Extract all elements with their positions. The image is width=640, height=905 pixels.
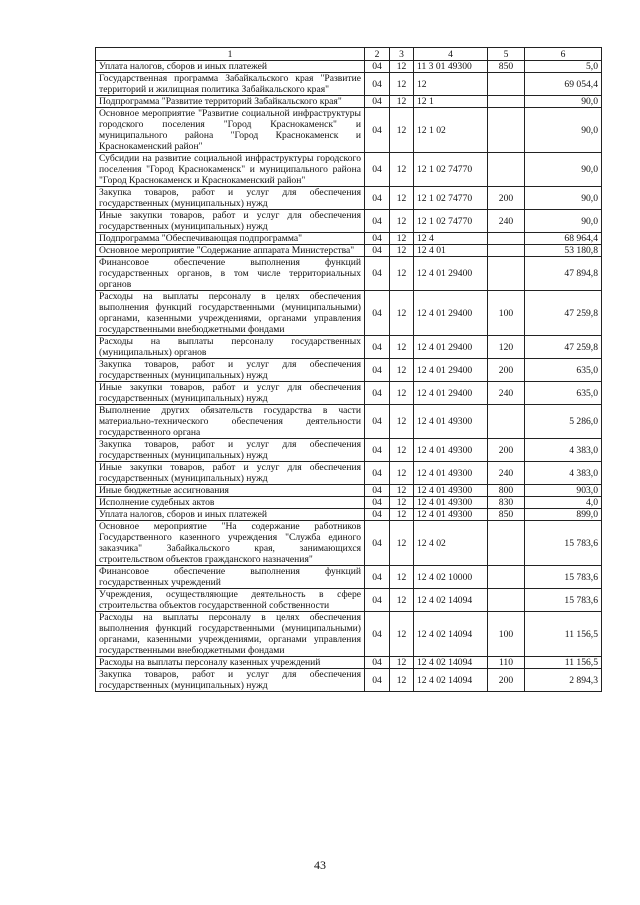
row-section-cell: 04 — [365, 566, 390, 589]
row-name-cell: Финансовое обеспечение выполнения функций государственных учреждений — [96, 566, 365, 589]
row-subsection-cell: 12 — [390, 96, 414, 108]
row-target-code-cell: 12 4 01 49300 — [414, 405, 488, 439]
row-amount-cell: 5,0 — [525, 61, 602, 73]
budget-table — [95, 47, 602, 692]
table-row — [96, 405, 602, 439]
row-amount-cell: 899,0 — [525, 509, 602, 521]
row-amount-cell: 11 156,5 — [525, 612, 602, 657]
table-row — [96, 233, 602, 245]
row-section-cell: 04 — [365, 153, 390, 187]
row-target-code-cell: 12 4 02 14094 — [414, 669, 488, 692]
row-expense-type-cell — [488, 257, 525, 291]
header-cell-5: 5 — [488, 48, 525, 61]
row-amount-cell: 47 894,8 — [525, 257, 602, 291]
row-amount-cell: 90,0 — [525, 153, 602, 187]
row-amount-cell: 68 964,4 — [525, 233, 602, 245]
row-section-cell: 04 — [365, 509, 390, 521]
row-subsection-cell: 12 — [390, 291, 414, 336]
table-row — [96, 612, 602, 657]
row-subsection-cell: 12 — [390, 405, 414, 439]
row-subsection-cell: 12 — [390, 61, 414, 73]
table-row — [96, 245, 602, 257]
row-expense-type-cell: 240 — [488, 462, 525, 485]
row-subsection-cell: 12 — [390, 589, 414, 612]
row-target-code-cell: 12 4 01 29400 — [414, 336, 488, 359]
row-name-cell: Иные бюджетные ассигнования — [96, 485, 365, 497]
row-expense-type-cell: 110 — [488, 657, 525, 669]
row-amount-cell: 47 259,8 — [525, 336, 602, 359]
table-row — [96, 108, 602, 153]
table-row — [96, 382, 602, 405]
row-amount-cell: 90,0 — [525, 210, 602, 233]
table-row — [96, 359, 602, 382]
row-section-cell: 04 — [365, 187, 390, 210]
row-subsection-cell: 12 — [390, 485, 414, 497]
row-section-cell: 04 — [365, 257, 390, 291]
row-expense-type-cell — [488, 521, 525, 566]
table-row — [96, 73, 602, 96]
row-subsection-cell: 12 — [390, 612, 414, 657]
row-name-cell: Уплата налогов, сборов и иных платежей — [96, 509, 365, 521]
row-expense-type-cell — [488, 96, 525, 108]
row-subsection-cell: 12 — [390, 73, 414, 96]
row-expense-type-cell: 830 — [488, 497, 525, 509]
row-section-cell: 04 — [365, 485, 390, 497]
row-name-cell: Расходы на выплаты персоналу в целях обеспечения выполнения функций государственными (муниципальными) органами, казенными учреждениями, органами управления государственными внебюджетными фондами — [96, 291, 365, 336]
row-amount-cell: 2 894,3 — [525, 669, 602, 692]
row-name-cell: Иные закупки товаров, работ и услуг для обеспечения государственных (муниципальных) нужд — [96, 462, 365, 485]
table-row — [96, 153, 602, 187]
row-name-cell: Иные закупки товаров, работ и услуг для обеспечения государственных (муниципальных) нужд — [96, 210, 365, 233]
row-expense-type-cell — [488, 566, 525, 589]
table-row — [96, 497, 602, 509]
row-expense-type-cell — [488, 153, 525, 187]
row-expense-type-cell: 850 — [488, 509, 525, 521]
row-subsection-cell: 12 — [390, 439, 414, 462]
row-section-cell: 04 — [365, 108, 390, 153]
row-target-code-cell: 12 4 01 49300 — [414, 439, 488, 462]
row-expense-type-cell — [488, 589, 525, 612]
table-row — [96, 187, 602, 210]
header-cell-1: 1 — [96, 48, 365, 61]
row-name-cell: Расходы на выплаты персоналу государственных (муниципальных) органов — [96, 336, 365, 359]
table-row — [96, 509, 602, 521]
row-name-cell: Закупка товаров, работ и услуг для обеспечения государственных (муниципальных) нужд — [96, 359, 365, 382]
row-expense-type-cell — [488, 405, 525, 439]
row-target-code-cell: 12 1 02 — [414, 108, 488, 153]
row-target-code-cell: 12 4 01 29400 — [414, 382, 488, 405]
row-subsection-cell: 12 — [390, 210, 414, 233]
row-target-code-cell: 12 1 02 74770 — [414, 187, 488, 210]
row-section-cell: 04 — [365, 245, 390, 257]
row-name-cell: Расходы на выплаты персоналу в целях обеспечения выполнения функций государственными (муниципальными) органами, казенными учреждениями, органами управления государственными внебюджетными фондами — [96, 612, 365, 657]
row-expense-type-cell: 120 — [488, 336, 525, 359]
table-row — [96, 657, 602, 669]
row-expense-type-cell: 200 — [488, 439, 525, 462]
row-subsection-cell: 12 — [390, 566, 414, 589]
table-row — [96, 96, 602, 108]
row-section-cell: 04 — [365, 589, 390, 612]
row-expense-type-cell: 100 — [488, 612, 525, 657]
row-subsection-cell: 12 — [390, 382, 414, 405]
row-expense-type-cell: 200 — [488, 359, 525, 382]
row-amount-cell: 11 156,5 — [525, 657, 602, 669]
row-name-cell: Выполнение других обязательств государства в части материально-технического обеспечения деятельности государственного органа — [96, 405, 365, 439]
row-target-code-cell: 12 1 02 74770 — [414, 210, 488, 233]
row-expense-type-cell — [488, 73, 525, 96]
row-section-cell: 04 — [365, 291, 390, 336]
row-section-cell: 04 — [365, 233, 390, 245]
header-cell-6: 6 — [525, 48, 602, 61]
row-name-cell: Основное мероприятие "На содержание работников Государственного казенного учреждения "Служба единого заказчика" Забайкальского края, занимающихся строительством объектов гражданского назначения" — [96, 521, 365, 566]
row-target-code-cell: 12 — [414, 73, 488, 96]
header-cell-4: 4 — [414, 48, 488, 61]
row-name-cell: Закупка товаров, работ и услуг для обеспечения государственных (муниципальных) нужд — [96, 187, 365, 210]
row-amount-cell: 15 783,6 — [525, 566, 602, 589]
row-target-code-cell: 12 4 01 49300 — [414, 497, 488, 509]
row-section-cell: 04 — [365, 96, 390, 108]
row-expense-type-cell: 800 — [488, 485, 525, 497]
table-row — [96, 336, 602, 359]
row-target-code-cell: 12 4 01 29400 — [414, 359, 488, 382]
row-expense-type-cell — [488, 108, 525, 153]
row-target-code-cell: 12 4 02 14094 — [414, 657, 488, 669]
row-subsection-cell: 12 — [390, 257, 414, 291]
table-row — [96, 210, 602, 233]
table-row — [96, 589, 602, 612]
table-row — [96, 61, 602, 73]
row-target-code-cell: 12 4 01 49300 — [414, 485, 488, 497]
row-section-cell: 04 — [365, 612, 390, 657]
row-target-code-cell: 12 4 01 29400 — [414, 291, 488, 336]
row-target-code-cell: 11 3 01 49300 — [414, 61, 488, 73]
row-section-cell: 04 — [365, 382, 390, 405]
row-target-code-cell: 12 4 01 — [414, 245, 488, 257]
row-amount-cell: 4 383,0 — [525, 462, 602, 485]
row-expense-type-cell: 100 — [488, 291, 525, 336]
row-subsection-cell: 12 — [390, 657, 414, 669]
row-subsection-cell: 12 — [390, 497, 414, 509]
row-name-cell: Уплата налогов, сборов и иных платежей — [96, 61, 365, 73]
row-subsection-cell: 12 — [390, 233, 414, 245]
row-name-cell: Государственная программа Забайкальского края "Развитие территорий и жилищная политика Забайкальского края" — [96, 73, 365, 96]
table-body — [96, 61, 602, 692]
row-expense-type-cell: 200 — [488, 669, 525, 692]
row-section-cell: 04 — [365, 521, 390, 566]
row-name-cell: Иные закупки товаров, работ и услуг для обеспечения государственных (муниципальных) нужд — [96, 382, 365, 405]
row-subsection-cell: 12 — [390, 669, 414, 692]
table-row — [96, 291, 602, 336]
row-subsection-cell: 12 — [390, 521, 414, 566]
row-target-code-cell: 12 4 01 49300 — [414, 509, 488, 521]
row-target-code-cell: 12 4 01 29400 — [414, 257, 488, 291]
table-row — [96, 669, 602, 692]
row-amount-cell: 4 383,0 — [525, 439, 602, 462]
row-subsection-cell: 12 — [390, 245, 414, 257]
row-name-cell: Расходы на выплаты персоналу казенных учреждений — [96, 657, 365, 669]
row-target-code-cell: 12 4 02 — [414, 521, 488, 566]
row-section-cell: 04 — [365, 73, 390, 96]
row-section-cell: 04 — [365, 210, 390, 233]
row-name-cell: Субсидии на развитие социальной инфраструктуры городского поселения "Город Краснокаменск" и муниципального района "Город Краснокаменск и Краснокаменский район" — [96, 153, 365, 187]
row-section-cell: 04 — [365, 669, 390, 692]
row-expense-type-cell: 240 — [488, 382, 525, 405]
row-name-cell: Финансовое обеспечение выполнения функций государственных органов, в том числе территориальных органов — [96, 257, 365, 291]
row-amount-cell: 15 783,6 — [525, 521, 602, 566]
table-row — [96, 485, 602, 497]
row-amount-cell: 90,0 — [525, 187, 602, 210]
row-subsection-cell: 12 — [390, 153, 414, 187]
row-amount-cell: 903,0 — [525, 485, 602, 497]
row-expense-type-cell — [488, 233, 525, 245]
table-row — [96, 439, 602, 462]
row-name-cell: Подпрограмма "Развитие территорий Забайкальского края" — [96, 96, 365, 108]
row-name-cell: Учреждения, осуществляющие деятельность в сфере строительства объектов государственной собственности — [96, 589, 365, 612]
header-cell-2: 2 — [365, 48, 390, 61]
row-subsection-cell: 12 — [390, 187, 414, 210]
row-amount-cell: 15 783,6 — [525, 589, 602, 612]
row-amount-cell: 635,0 — [525, 359, 602, 382]
row-section-cell: 04 — [365, 462, 390, 485]
row-target-code-cell: 12 4 02 14094 — [414, 612, 488, 657]
row-section-cell: 04 — [365, 439, 390, 462]
row-expense-type-cell: 240 — [488, 210, 525, 233]
row-subsection-cell: 12 — [390, 336, 414, 359]
row-section-cell: 04 — [365, 405, 390, 439]
row-section-cell: 04 — [365, 657, 390, 669]
table-row — [96, 257, 602, 291]
row-section-cell: 04 — [365, 61, 390, 73]
row-amount-cell: 4,0 — [525, 497, 602, 509]
page-number: 43 — [314, 858, 326, 872]
row-target-code-cell: 12 4 02 14094 — [414, 589, 488, 612]
row-amount-cell: 47 259,8 — [525, 291, 602, 336]
row-name-cell: Основное мероприятие "Развитие социальной инфраструктуры городского поселения "Город Краснокаменск" и муниципального района "Город Краснокаменск и Краснокаменский район" — [96, 108, 365, 153]
row-expense-type-cell: 200 — [488, 187, 525, 210]
row-target-code-cell: 12 4 02 10000 — [414, 566, 488, 589]
row-name-cell: Основное мероприятие "Содержание аппарата Министерства" — [96, 245, 365, 257]
row-target-code-cell: 12 1 — [414, 96, 488, 108]
row-amount-cell: 90,0 — [525, 108, 602, 153]
row-name-cell: Исполнение судебных актов — [96, 497, 365, 509]
header-row — [96, 48, 602, 61]
row-section-cell: 04 — [365, 497, 390, 509]
row-name-cell: Закупка товаров, работ и услуг для обеспечения государственных (муниципальных) нужд — [96, 439, 365, 462]
row-subsection-cell: 12 — [390, 509, 414, 521]
row-expense-type-cell: 850 — [488, 61, 525, 73]
row-expense-type-cell — [488, 245, 525, 257]
row-section-cell: 04 — [365, 336, 390, 359]
row-amount-cell: 53 180,8 — [525, 245, 602, 257]
row-amount-cell: 69 054,4 — [525, 73, 602, 96]
row-target-code-cell: 12 4 — [414, 233, 488, 245]
row-subsection-cell: 12 — [390, 462, 414, 485]
header-cell-3: 3 — [390, 48, 414, 61]
row-subsection-cell: 12 — [390, 108, 414, 153]
row-target-code-cell: 12 1 02 74770 — [414, 153, 488, 187]
row-name-cell: Закупка товаров, работ и услуг для обеспечения государственных (муниципальных) нужд — [96, 669, 365, 692]
table-row — [96, 462, 602, 485]
row-name-cell: Подпрограмма "Обеспечивающая подпрограмма" — [96, 233, 365, 245]
row-subsection-cell: 12 — [390, 359, 414, 382]
row-amount-cell: 90,0 — [525, 96, 602, 108]
row-section-cell: 04 — [365, 359, 390, 382]
table-row — [96, 521, 602, 566]
row-amount-cell: 635,0 — [525, 382, 602, 405]
row-amount-cell: 5 286,0 — [525, 405, 602, 439]
row-target-code-cell: 12 4 01 49300 — [414, 462, 488, 485]
table-row — [96, 566, 602, 589]
